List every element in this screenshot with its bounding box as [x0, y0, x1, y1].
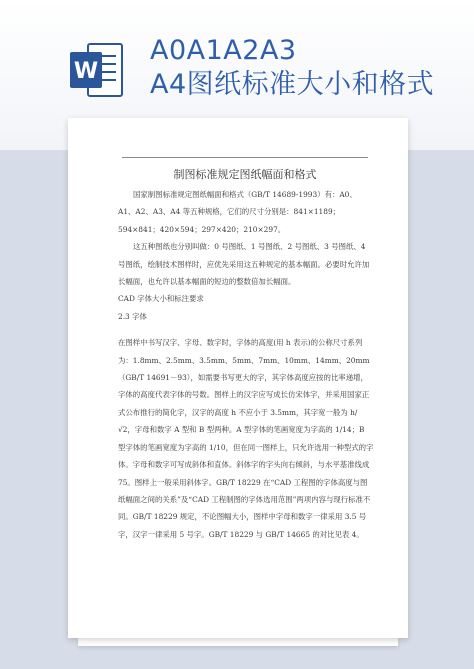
- section-heading-fonts: 2.3 字体: [118, 311, 147, 321]
- banner-title: [150, 34, 472, 102]
- header-rule: [122, 157, 368, 158]
- document-title: 制图标准规定图纸幅面和格式: [173, 168, 317, 181]
- banner-title-line-1: A0A1A2A3: [150, 35, 297, 66]
- paragraph-paper-numbers: 这五种图纸也分别叫做：0 号图纸、1 号图纸、2 号图纸、3 号图纸、4 号图纸，绘制技术图样时，应优先采用这五种规定的基本幅面。必要时允许加长幅面，也允许以基本幅面的短边的整数倍加长幅面。: [118, 242, 370, 287]
- word-document-icon: [68, 38, 124, 102]
- svg-text:W: W: [73, 59, 99, 84]
- section-heading-cad-font: CAD 字体大小和标注要求: [118, 294, 204, 304]
- paragraph-sizes: 国家制图标准规定图纸幅面和格式（GB/T 14689-1993）有：A0、A1、A2、A3、A4 等五种规格，它们的尺寸分别是：841×1189；594×841；420×594；297×420；210×297。: [118, 190, 357, 234]
- document-body: [118, 186, 374, 543]
- banner-title-line-2: A4图纸标准大小和格式: [150, 69, 435, 100]
- paragraph-font-rules: 在图样中书写汉字、字母、数字时，字体的高度(用 h 表示)的公称尺寸系列为：1.8mm、2.5mm、3.5mm、5mm、7mm、10mm、14mm、20mm（GB/T 14691－93），如需要书写更大的字，其字体高度应按的比率递增，字体的高度代表字体的号数。图样上的汉字应写成长仿宋体字，并采用国家正式公布推行的简化字，汉字的高度 h 不应小于 3.5mm，其字宽一般为 h/√2，字母和数字 A 型和 B 型两种。A 型字体的笔画宽度为字高的 1/14；B 型字体的笔画宽度为字高的 1/10，但在同一图样上，只允许选用一种型式的字体。字母和数字可写成斜体和直体。斜体字的字头向右倾斜，与水平基准线成 75。图样上一般采用斜体字。GB/T 18229 在“CAD 工程图的字体高度与图纸幅面之间的关系”及“CAD 工程制图的字体选用范围”两项内容与现行标准不同。GB/T 18229 规定，不论图幅大小，图样中字母和数字一律采用 3.5 号字，汉字一律采用 5 号字。GB/T 18229 与 GB/T 14665 的对比见表 4。: [118, 338, 374, 539]
- paper-stack-edge: [78, 638, 398, 646]
